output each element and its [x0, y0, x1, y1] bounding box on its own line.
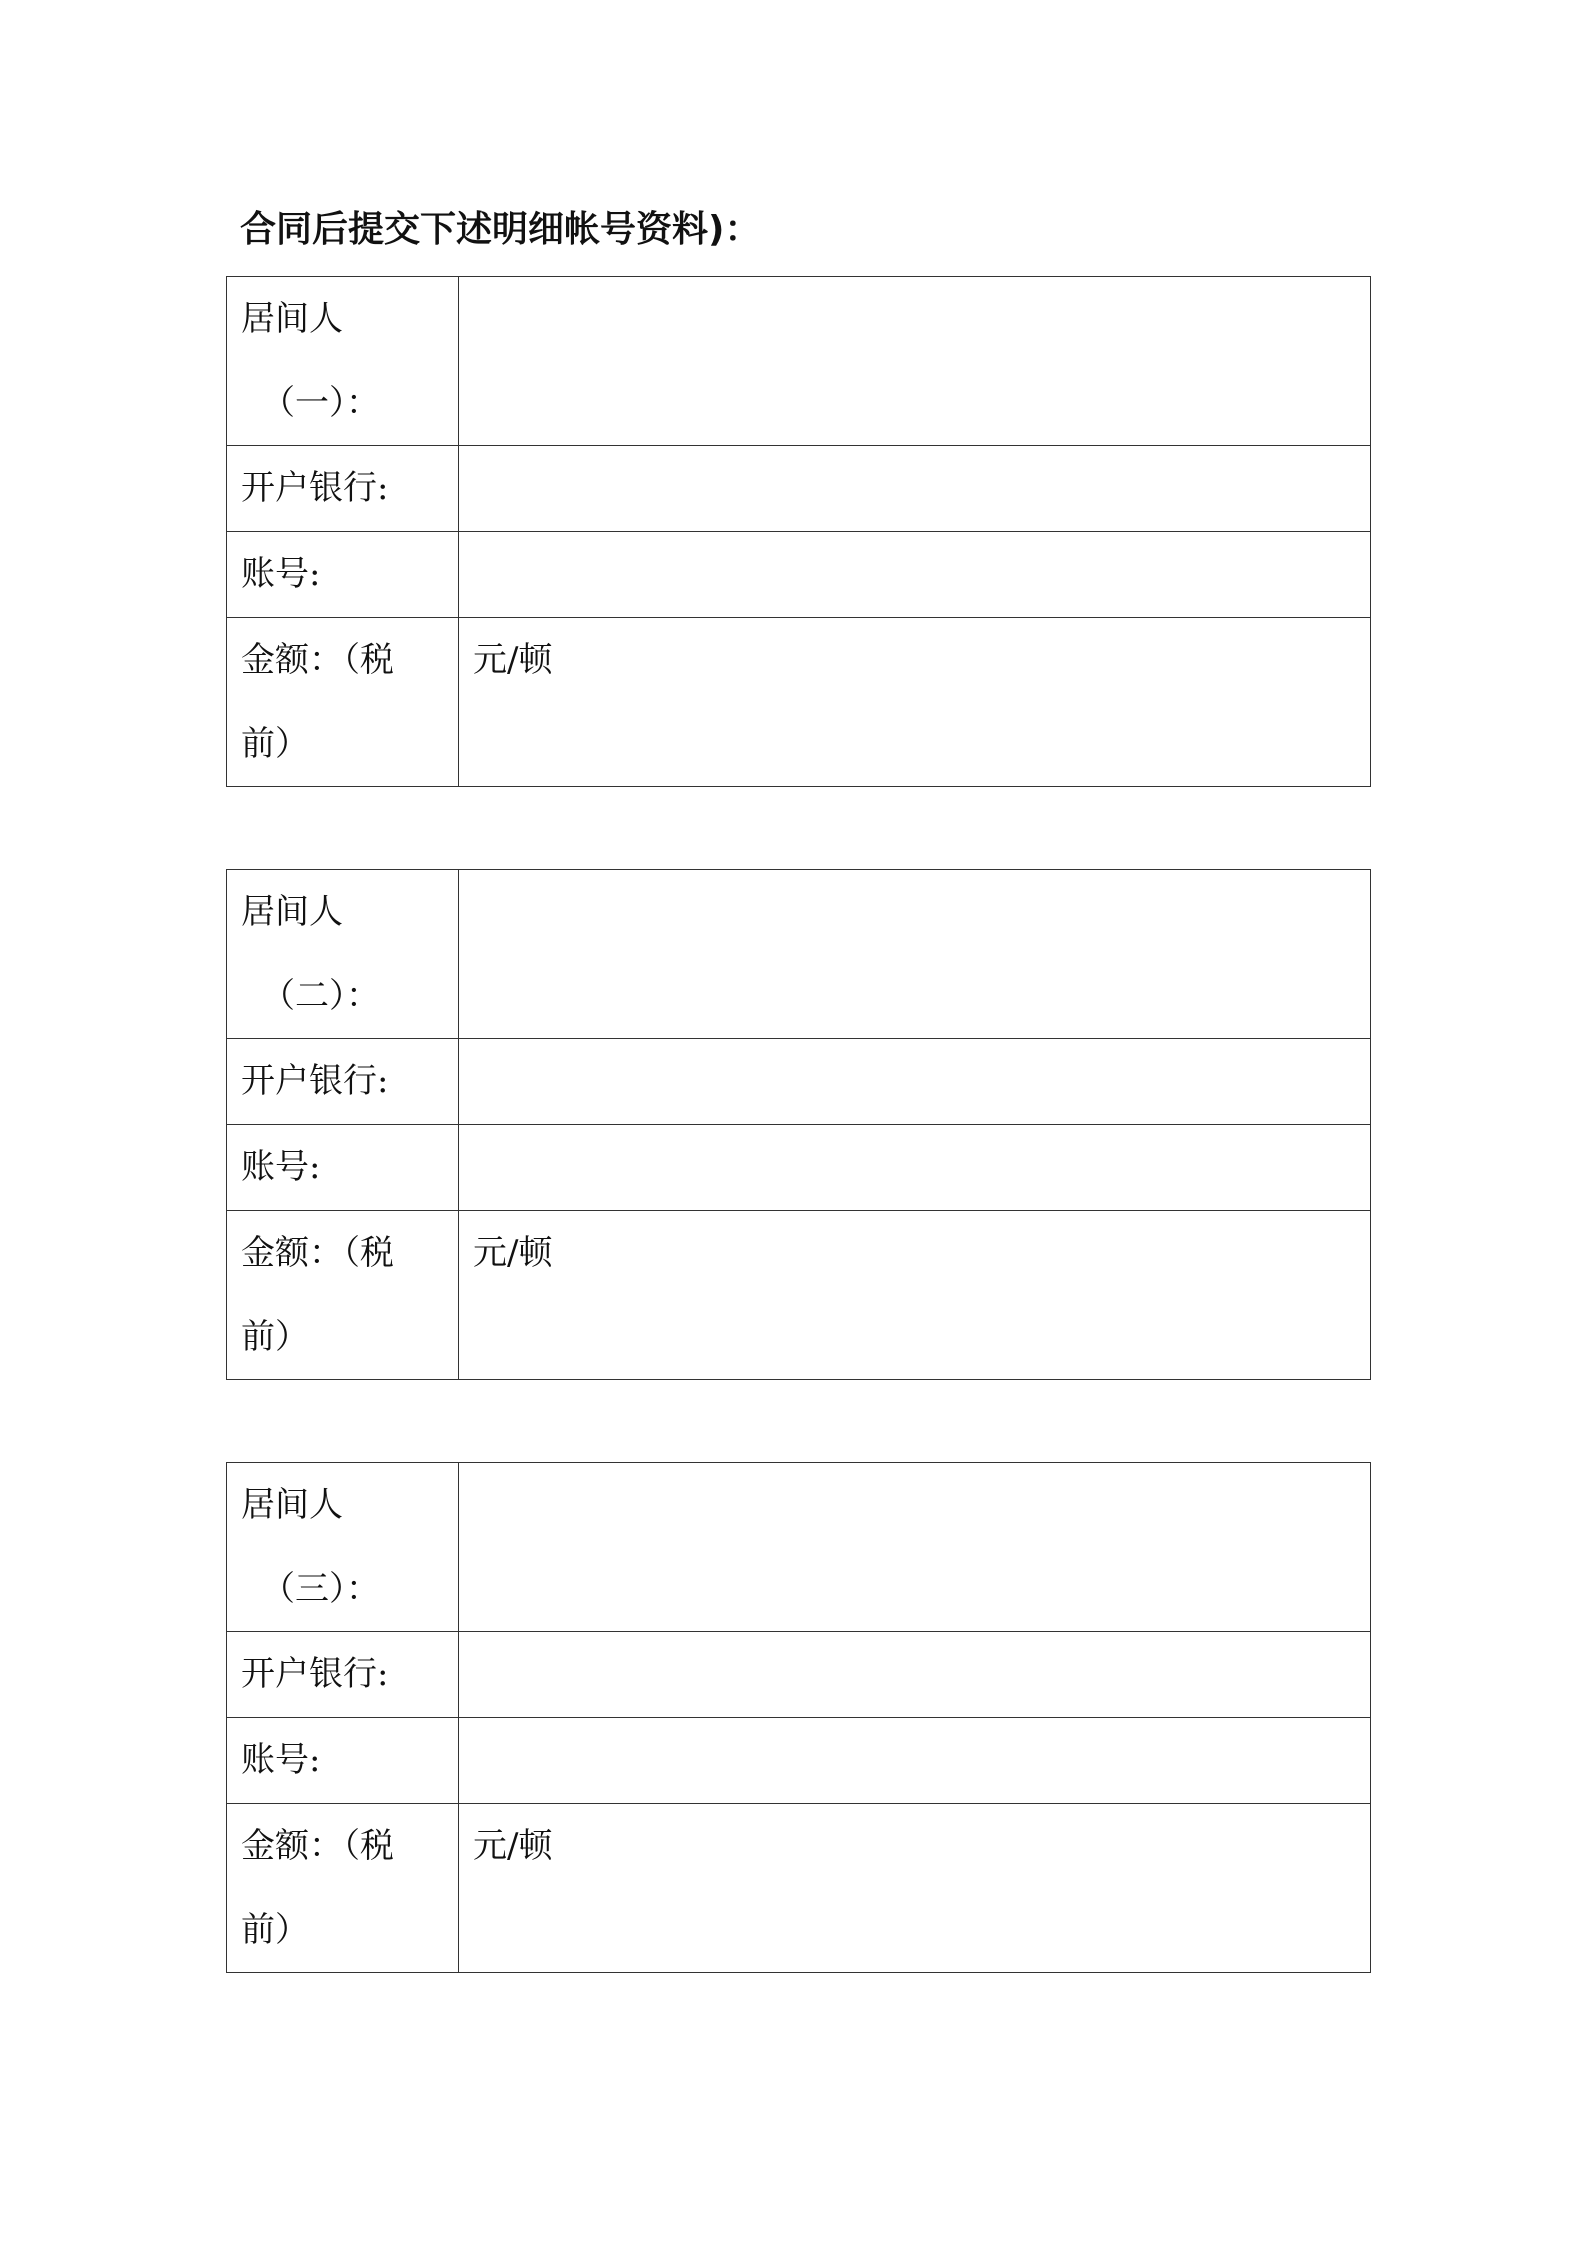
label-line: （一）： [261, 383, 380, 423]
intermediary-name-field[interactable] [459, 1463, 1371, 1632]
intermediary-name-label [227, 277, 459, 446]
intermediary-name-field[interactable] [459, 870, 1371, 1039]
amount-field[interactable]: 元/顿 [459, 1211, 1371, 1380]
table-row [227, 870, 1371, 1039]
intermediary-name-label [227, 870, 459, 1039]
table-row [227, 1632, 1371, 1718]
table-row [227, 1211, 1371, 1380]
label-line: 居间人 [241, 1485, 343, 1525]
amount-field[interactable]: 元/顿 [459, 1804, 1371, 1973]
bank-label: 开户银行: [227, 1039, 459, 1125]
account-label: 账号: [227, 1718, 459, 1804]
table-row [227, 277, 1371, 446]
bank-field[interactable] [459, 1039, 1371, 1125]
bank-field[interactable] [459, 1632, 1371, 1718]
table-row [227, 532, 1371, 618]
intermediary-name-label [227, 1463, 459, 1632]
bank-field[interactable] [459, 446, 1371, 532]
account-field[interactable] [459, 1125, 1371, 1211]
label-line: 金额：（税 [241, 1826, 394, 1866]
label-line: 居间人 [241, 892, 343, 932]
intermediary-table-3 [226, 1462, 1371, 1973]
label-line: （三）： [261, 1569, 380, 1609]
table-row [227, 1125, 1371, 1211]
bank-label: 开户银行: [227, 1632, 459, 1718]
table-row [227, 1718, 1371, 1804]
label-line: （二）： [261, 976, 380, 1016]
intermediary-name-field[interactable] [459, 277, 1371, 446]
account-field[interactable] [459, 532, 1371, 618]
label-line: 居间人 [241, 299, 343, 339]
table-row [227, 1463, 1371, 1632]
table-row [227, 618, 1371, 787]
table-row [227, 1804, 1371, 1973]
amount-label [227, 1804, 459, 1973]
label-line: 金额：（税 [241, 640, 394, 680]
label-line: 前） [241, 724, 309, 764]
label-line: 金额：（税 [241, 1233, 394, 1273]
document-heading: 合同后提交下述明细帐号资料)： [240, 209, 761, 250]
intermediary-table-1 [226, 276, 1371, 787]
intermediary-table-2 [226, 869, 1371, 1380]
account-label: 账号: [227, 1125, 459, 1211]
amount-label [227, 1211, 459, 1380]
table-row [227, 1039, 1371, 1125]
bank-label: 开户银行: [227, 446, 459, 532]
amount-label [227, 618, 459, 787]
amount-field[interactable]: 元/顿 [459, 618, 1371, 787]
table-row [227, 446, 1371, 532]
account-label: 账号: [227, 532, 459, 618]
account-field[interactable] [459, 1718, 1371, 1804]
label-line: 前） [241, 1910, 309, 1950]
label-line: 前） [241, 1317, 309, 1357]
